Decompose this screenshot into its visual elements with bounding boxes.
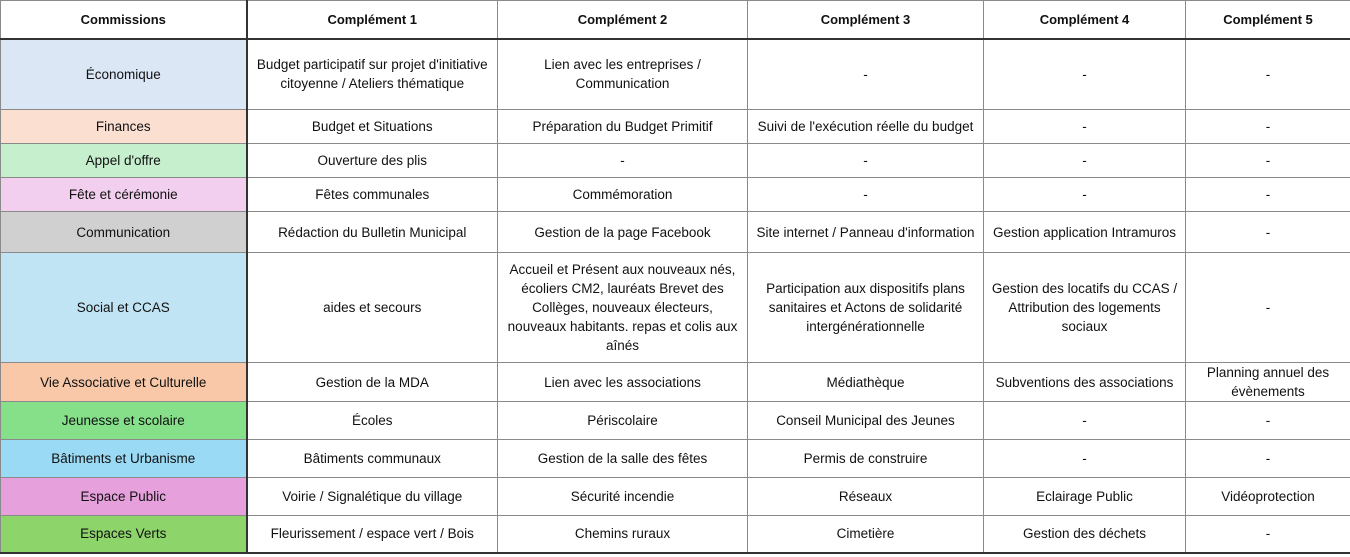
table-cell: - xyxy=(1186,440,1350,478)
table-cell: Voirie / Signalétique du village xyxy=(247,478,498,516)
table-cell: Budget participatif sur projet d'initiative citoyenne / Ateliers thématique xyxy=(247,39,498,110)
table-cell: Accueil et Présent aux nouveaux nés, écoliers CM2, lauréats Brevet des Collèges, nouveaux électeurs, nouveaux habitants. repas et colis aux aînés xyxy=(498,253,748,363)
table-row xyxy=(1,253,1350,363)
table-cell: - xyxy=(1186,212,1350,253)
table-cell: Gestion de la salle des fêtes xyxy=(498,440,748,478)
table-cell: - xyxy=(1186,402,1350,440)
table-cell: - xyxy=(748,178,984,212)
table-cell: - xyxy=(1186,178,1350,212)
table-cell: - xyxy=(984,39,1186,110)
table-cell: - xyxy=(984,440,1186,478)
table-cell: - xyxy=(984,402,1186,440)
commission-name: Vie Associative et Culturelle xyxy=(1,363,247,402)
table-cell: Permis de construire xyxy=(748,440,984,478)
table-row xyxy=(1,39,1350,110)
header-commissions: Commissions xyxy=(1,1,247,39)
header-row xyxy=(1,1,1350,39)
table-cell: Lien avec les entreprises / Communication xyxy=(498,39,748,110)
table-cell: - xyxy=(498,144,748,178)
header-complement-3: Complément 3 xyxy=(748,1,984,39)
table-row xyxy=(1,516,1350,553)
table-cell: Planning annuel des évènements xyxy=(1186,363,1350,402)
table-row xyxy=(1,440,1350,478)
table-cell: Commémoration xyxy=(498,178,748,212)
table-cell: Rédaction du Bulletin Municipal xyxy=(247,212,498,253)
table-cell: Réseaux xyxy=(748,478,984,516)
table-cell: Chemins ruraux xyxy=(498,516,748,553)
commission-name: Espaces Verts xyxy=(1,516,247,553)
table-cell: Site internet / Panneau d'information xyxy=(748,212,984,253)
table-cell: Cimetière xyxy=(748,516,984,553)
header-complement-1: Complément 1 xyxy=(247,1,498,39)
commission-name: Finances xyxy=(1,110,247,144)
commission-name: Social et CCAS xyxy=(1,253,247,363)
table-cell: Eclairage Public xyxy=(984,478,1186,516)
table-row xyxy=(1,212,1350,253)
table-cell: Vidéoprotection xyxy=(1186,478,1350,516)
table-cell: Subventions des associations xyxy=(984,363,1186,402)
table-row xyxy=(1,178,1350,212)
table-cell: - xyxy=(1186,144,1350,178)
table-row xyxy=(1,478,1350,516)
table-cell: Conseil Municipal des Jeunes xyxy=(748,402,984,440)
commission-name: Jeunesse et scolaire xyxy=(1,402,247,440)
table-cell: aides et secours xyxy=(247,253,498,363)
table-cell: Gestion des déchets xyxy=(984,516,1186,553)
table-cell: Gestion de la MDA xyxy=(247,363,498,402)
commission-name: Appel d'offre xyxy=(1,144,247,178)
table-cell: - xyxy=(748,39,984,110)
commission-name: Communication xyxy=(1,212,247,253)
header-complement-2: Complément 2 xyxy=(498,1,748,39)
table-cell: Suivi de l'exécution réelle du budget xyxy=(748,110,984,144)
table-cell: Préparation du Budget Primitif xyxy=(498,110,748,144)
table-cell: - xyxy=(1186,110,1350,144)
table-cell: - xyxy=(1186,39,1350,110)
table-cell: - xyxy=(984,144,1186,178)
table-cell: Gestion de la page Facebook xyxy=(498,212,748,253)
table-cell: Participation aux dispositifs plans sanitaires et Actons de solidarité intergénérationnelle xyxy=(748,253,984,363)
table-cell: Gestion des locatifs du CCAS / Attribution des logements sociaux xyxy=(984,253,1186,363)
table-cell: Médiathèque xyxy=(748,363,984,402)
table-row xyxy=(1,110,1350,144)
commission-name: Bâtiments et Urbanisme xyxy=(1,440,247,478)
header-complement-5: Complément 5 xyxy=(1186,1,1350,39)
table-cell: Périscolaire xyxy=(498,402,748,440)
table-cell: Gestion application Intramuros xyxy=(984,212,1186,253)
table-row xyxy=(1,363,1350,402)
table-cell: Fleurissement / espace vert / Bois xyxy=(247,516,498,553)
header-complement-4: Complément 4 xyxy=(984,1,1186,39)
table-cell: Sécurité incendie xyxy=(498,478,748,516)
table-cell: - xyxy=(1186,253,1350,363)
table-cell: - xyxy=(748,144,984,178)
table-row xyxy=(1,402,1350,440)
table-cell: Bâtiments communaux xyxy=(247,440,498,478)
table-cell: Ouverture des plis xyxy=(247,144,498,178)
table-cell: Fêtes communales xyxy=(247,178,498,212)
table-cell: - xyxy=(984,110,1186,144)
commission-name: Fête et cérémonie xyxy=(1,178,247,212)
table-cell: Écoles xyxy=(247,402,498,440)
table-cell: Budget et Situations xyxy=(247,110,498,144)
table-cell: Lien avec les associations xyxy=(498,363,748,402)
table-cell: - xyxy=(1186,516,1350,553)
commission-name: Économique xyxy=(1,39,247,110)
commission-name: Espace Public xyxy=(1,478,247,516)
table-row xyxy=(1,144,1350,178)
table-cell: - xyxy=(984,178,1186,212)
